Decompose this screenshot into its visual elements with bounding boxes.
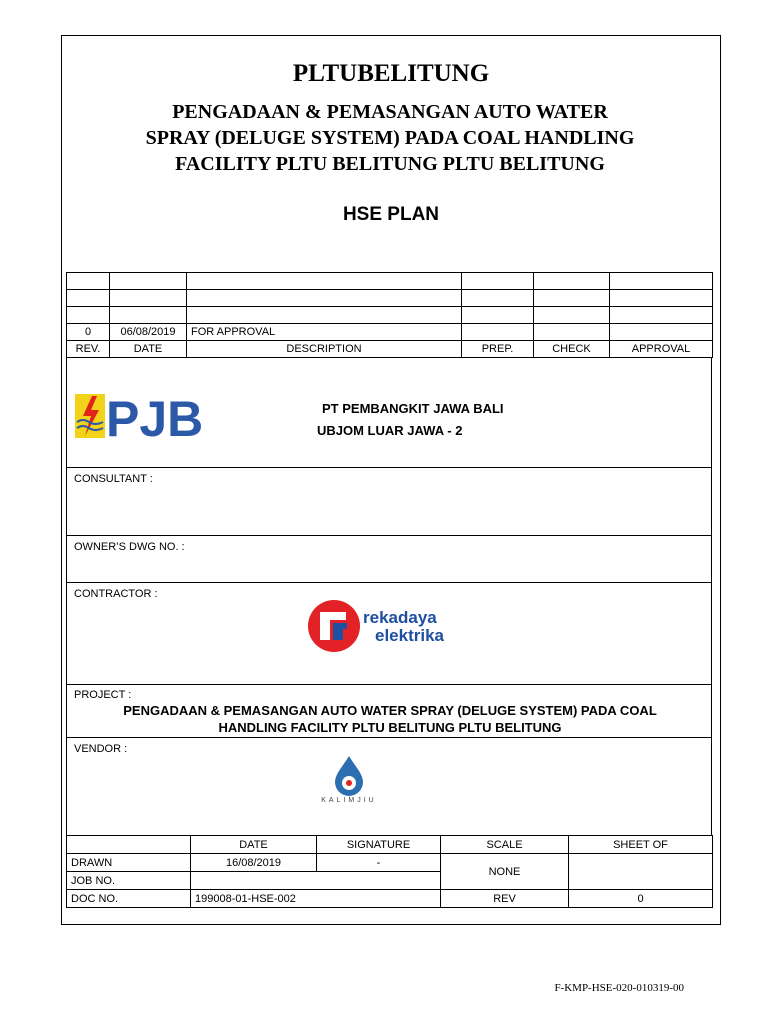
vendor-block <box>66 738 712 835</box>
owner-name-line-1: PT PEMBANGKIT JAWA BALI <box>322 401 504 416</box>
kalimjiu-logo <box>299 754 399 806</box>
description-cell <box>187 290 462 307</box>
scale-value: NONE <box>441 854 569 890</box>
description-cell <box>187 273 462 290</box>
rekadaya-logo <box>307 599 497 655</box>
contractor-block <box>66 583 712 685</box>
title-block-header-row <box>67 836 713 854</box>
prep-cell <box>462 307 534 324</box>
drawn-label: DRAWN <box>67 854 191 872</box>
header-date: DATE <box>110 341 187 358</box>
document-type: HSE PLAN <box>342 204 440 225</box>
header-prep: PREP. <box>462 341 534 358</box>
check-cell <box>534 324 610 341</box>
description-cell <box>187 307 462 324</box>
project-title <box>100 99 680 177</box>
rekadaya-line-2: elektrika <box>375 626 444 645</box>
revision-header-row <box>67 341 713 358</box>
date-cell <box>110 307 187 324</box>
kalimjiu-text: KALIMJIU <box>321 797 377 804</box>
doc-no-row <box>67 890 713 908</box>
project-title-line-3: FACILITY PLTU BELITUNG PLTU BELITUNG <box>175 153 605 175</box>
header-rev: REV. <box>67 341 110 358</box>
drawn-date: 16/08/2019 <box>191 854 317 872</box>
project-title-line-2: SPRAY (DELUGE SYSTEM) PADA COAL HANDLING <box>145 127 635 149</box>
title-block-table <box>66 835 713 908</box>
project-line-1: PENGADAAN & PEMASANGAN AUTO WATER SPRAY (DELUGE SYSTEM) PADA COAL <box>123 703 657 718</box>
rev-cell <box>67 273 110 290</box>
form-code: F-KMP-HSE-020-010319-00 <box>554 982 684 994</box>
project-description <box>87 702 693 736</box>
consultant-block <box>66 468 712 536</box>
owners-dwg-block <box>66 536 712 583</box>
revision-row <box>67 273 713 290</box>
date-cell <box>110 290 187 307</box>
sheet-of-value <box>569 854 713 890</box>
owner-block <box>66 357 712 468</box>
rekadaya-line-1: rekadaya <box>363 608 437 627</box>
drawn-signature: - <box>317 854 441 872</box>
check-cell <box>534 290 610 307</box>
rev-label: REV <box>441 890 569 908</box>
project-line-2: HANDLING FACILITY PLTU BELITUNG PLTU BELITUNG <box>218 720 562 735</box>
date-cell: 06/08/2019 <box>110 324 187 341</box>
approval-cell <box>610 307 713 324</box>
vendor-label: VENDOR : <box>74 743 128 755</box>
job-no-value <box>191 872 441 890</box>
check-cell <box>534 307 610 324</box>
header-approval: APPROVAL <box>610 341 713 358</box>
rev-cell <box>67 307 110 324</box>
revision-row <box>67 290 713 307</box>
consultant-label: CONSULTANT : <box>74 473 153 485</box>
project-block <box>66 685 712 738</box>
project-title-line-1: PENGADAAN & PEMASANGAN AUTO WATER <box>172 101 608 123</box>
owners-dwg-label: OWNER’S DWG NO. : <box>74 541 185 553</box>
revision-row <box>67 324 713 341</box>
project-label: PROJECT : <box>74 689 132 701</box>
date-cell <box>110 273 187 290</box>
header-sheet-of: SHEET OF <box>569 836 713 854</box>
job-no-label: JOB NO. <box>67 872 191 890</box>
contractor-label: CONTRACTOR : <box>74 588 158 600</box>
header-signature: SIGNATURE <box>317 836 441 854</box>
prep-cell <box>462 273 534 290</box>
approval-cell <box>610 290 713 307</box>
pjb-logo <box>75 390 205 444</box>
rev-cell <box>67 290 110 307</box>
approval-cell <box>610 324 713 341</box>
prep-cell <box>462 324 534 341</box>
rev-value: 0 <box>569 890 713 908</box>
revision-table <box>66 272 713 358</box>
drawn-row <box>67 854 713 872</box>
header-scale: SCALE <box>441 836 569 854</box>
header-description: DESCRIPTION <box>187 341 462 358</box>
header-date: DATE <box>191 836 317 854</box>
doc-no-label: DOC NO. <box>67 890 191 908</box>
doc-no-value: 199008-01-HSE-002 <box>191 890 441 908</box>
prep-cell <box>462 290 534 307</box>
revision-row <box>67 307 713 324</box>
description-cell: FOR APPROVAL <box>187 324 462 341</box>
approval-cell <box>610 273 713 290</box>
company-title: PLTUBELITUNG <box>292 60 490 87</box>
pjb-logo-text: PJB <box>106 391 204 444</box>
check-cell <box>534 273 610 290</box>
owner-name-line-2: UBJOM LUAR JAWA - 2 <box>317 423 463 438</box>
header-check: CHECK <box>534 341 610 358</box>
rev-cell: 0 <box>67 324 110 341</box>
